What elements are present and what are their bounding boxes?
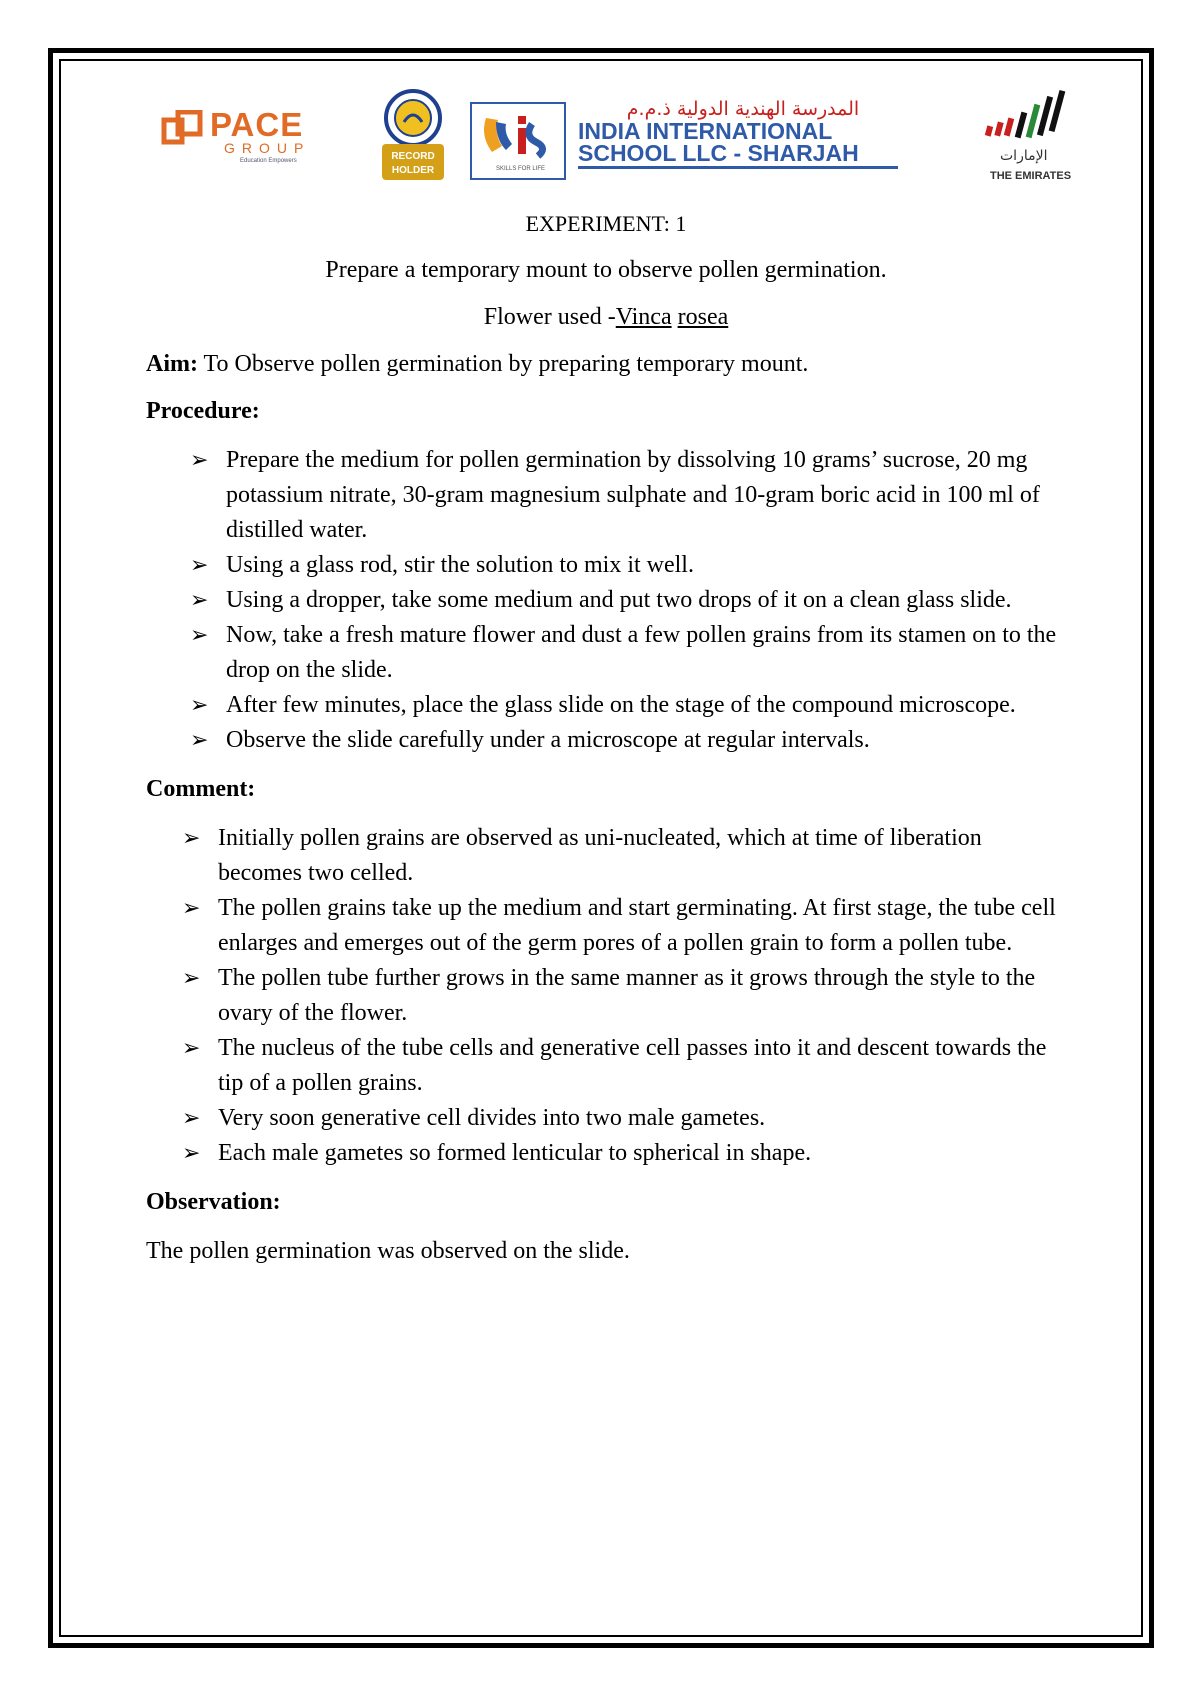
procedure-step-text: Now, take a fresh mature flower and dust a few pollen grains from its stamen on to the drop on the slide.	[226, 622, 1057, 683]
arrow-bullet-icon: ➢	[190, 623, 209, 648]
arrow-bullet-icon: ➢	[182, 1106, 201, 1131]
procedure-step-text: Observe the slide carefully under a microscope at regular intervals.	[226, 727, 870, 753]
procedure-step-text: Using a glass rod, stir the solution to mix it well.	[226, 552, 694, 578]
procedure-step-text: Using a dropper, take some medium and put two drops of it on a clean glass slide.	[226, 587, 1012, 613]
aim-text: To Observe pollen germination by preparing temporary mount.	[197, 351, 809, 377]
arrow-bullet-icon: ➢	[190, 588, 209, 613]
comment-text: Each male gametes so formed lenticular to spherical in shape.	[218, 1140, 812, 1166]
flower-used-line	[146, 300, 1066, 335]
experiment-subtitle: Prepare a temporary mount to observe pollen germination.	[325, 257, 887, 283]
comment-item	[146, 961, 1066, 1031]
guinness-record-holder-logo	[378, 88, 448, 186]
iis-logo	[470, 102, 566, 180]
arrow-bullet-icon: ➢	[182, 826, 201, 851]
emirates-arabic-text: الإمارات	[1000, 148, 1048, 164]
emirates-bars-icon	[982, 88, 1072, 148]
arrow-bullet-icon: ➢	[182, 896, 201, 921]
school-name-arabic: المدرسة الهندية الدولية ذ.م.م	[626, 98, 860, 120]
comment-item	[146, 821, 1066, 891]
aim-label: Aim:	[146, 351, 198, 377]
comment-heading: Comment:	[146, 776, 256, 802]
procedure-step-text: Prepare the medium for pollen germination by dissolving 10 grams’ sucrose, 20 mg potassium nitrate, 30-gram magnesium sulphate and 10-gram boric acid in 100 ml of distilled water.	[226, 447, 1040, 543]
school-name-block	[578, 98, 908, 169]
flower-used-prefix: Flower used -	[483, 304, 616, 330]
arrow-bullet-icon: ➢	[182, 966, 201, 991]
arrow-bullet-icon: ➢	[182, 1036, 201, 1061]
procedure-heading: Procedure:	[146, 398, 260, 424]
iis-emblem-icon	[472, 106, 564, 166]
iis-tagline: SKILLS FOR LIFE	[496, 166, 546, 172]
observation-heading: Observation:	[146, 1189, 281, 1215]
arrow-bullet-icon: ➢	[190, 553, 209, 578]
comment-list	[146, 821, 1066, 1171]
procedure-step	[146, 688, 1066, 723]
comment-text: Very soon generative cell divides into two male gametes.	[218, 1105, 766, 1131]
procedure-step-text: After few minutes, place the glass slide on the stage of the compound microscope.	[226, 692, 1016, 718]
guinness-text-record: RECORD	[391, 151, 435, 162]
comment-item	[146, 1031, 1066, 1101]
flower-species: rosea	[677, 304, 729, 330]
comment-item	[146, 1136, 1066, 1171]
school-name-line2: SCHOOL LLC - SHARJAH	[578, 140, 859, 166]
procedure-list	[146, 443, 1066, 758]
pace-group-logo	[158, 102, 328, 162]
comment-item	[146, 891, 1066, 961]
emirates-english-text: THE EMIRATES	[990, 170, 1072, 182]
school-name-line1: INDIA INTERNATIONAL	[578, 118, 833, 144]
pace-tagline: Education Empowers	[240, 158, 297, 164]
header-logos	[150, 88, 1090, 198]
procedure-step	[146, 548, 1066, 583]
comment-item	[146, 1101, 1066, 1136]
pace-emblem-icon	[160, 110, 208, 150]
arrow-bullet-icon: ➢	[190, 693, 209, 718]
arrow-bullet-icon: ➢	[182, 1141, 201, 1166]
comment-text: The pollen tube further grows in the same manner as it grows through the style to the ovary of the flower.	[218, 965, 1036, 1026]
arrow-bullet-icon: ➢	[190, 448, 209, 473]
school-name-underline	[578, 166, 898, 169]
procedure-step	[146, 723, 1066, 758]
procedure-step	[146, 443, 1066, 548]
comment-text: Initially pollen grains are observed as uni-nucleated, which at time of liberation becomes two celled.	[218, 825, 982, 886]
document-body	[146, 206, 1066, 1269]
the-emirates-logo	[982, 88, 1082, 188]
procedure-step	[146, 583, 1066, 618]
comment-text: The nucleus of the tube cells and generative cell passes into it and descent towards the tip of a pollen grains.	[218, 1035, 1047, 1096]
observation-text: The pollen germination was observed on the slide.	[146, 1238, 630, 1264]
pace-logo-sub: GROUP	[224, 140, 311, 156]
comment-text: The pollen grains take up the medium and start germinating. At first stage, the tube cell enlarges and emerges out of the germ pores of a pollen grain to form a pollen tube.	[218, 895, 1056, 956]
flower-genus: Vinca	[615, 304, 672, 330]
experiment-title: EXPERIMENT: 1	[525, 211, 687, 236]
arrow-bullet-icon: ➢	[190, 728, 209, 753]
procedure-step	[146, 618, 1066, 688]
aim-line	[146, 347, 1066, 382]
pace-logo-text: PACE	[210, 106, 304, 143]
guinness-text-holder: HOLDER	[391, 165, 435, 176]
